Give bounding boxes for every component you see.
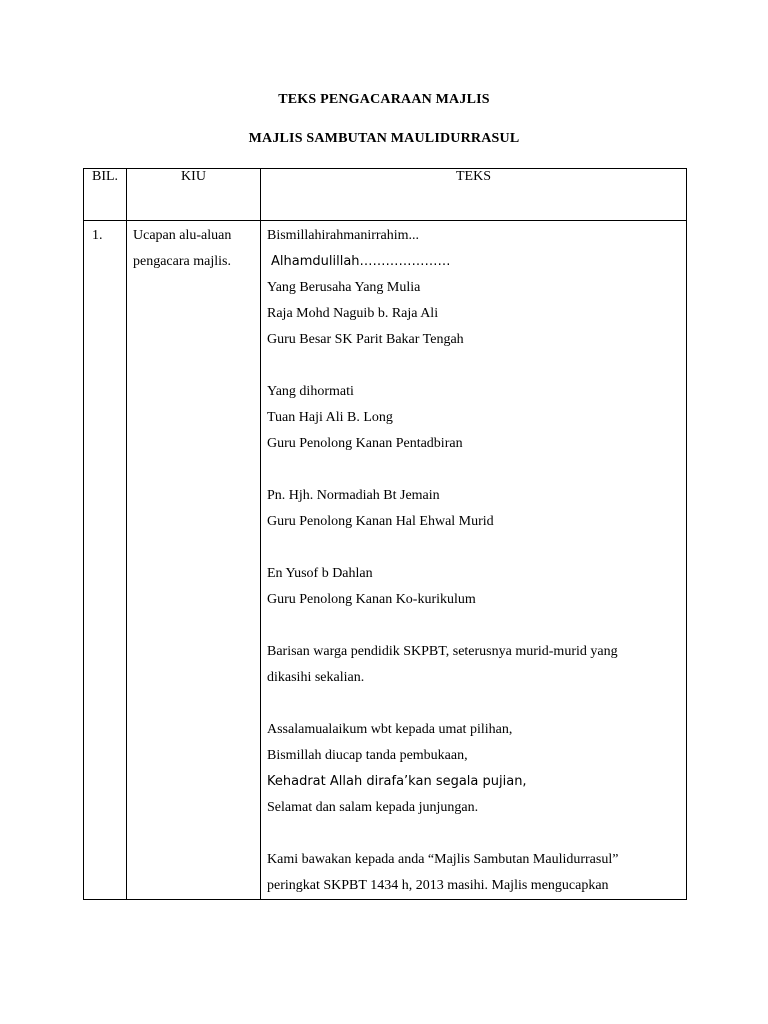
teks-line: Guru Penolong Kanan Ko-kurikulum: [267, 592, 476, 607]
row-number: 1.: [92, 228, 103, 243]
teks-line: Kehadrat Allah dirafa’kan segala pujian,: [267, 774, 527, 789]
teks-line: peringkat SKPBT 1434 h, 2013 masihi. Majlis mengucapkan: [267, 878, 609, 893]
teks-line: Kami bawakan kepada anda “Majlis Sambutan Maulidurrasul”: [267, 852, 619, 867]
teks-line: Guru Penolong Kanan Pentadbiran: [267, 436, 463, 451]
cell-bil: [84, 221, 127, 900]
kiu-line: Ucapan alu-aluan: [133, 228, 232, 243]
script-table: [83, 168, 687, 900]
teks-line: Bismillahirahmanirrahim...: [267, 228, 420, 243]
cell-teks: [261, 221, 687, 900]
teks-line: Pn. Hjh. Normadiah Bt Jemain: [267, 488, 440, 503]
teks-line: Guru Besar SK Parit Bakar Tengah: [267, 332, 464, 347]
cell-kiu: [127, 221, 261, 900]
teks-line: Barisan warga pendidik SKPBT, seterusnya murid-murid yang: [267, 644, 618, 659]
document-subtitle: MAJLIS SAMBUTAN MAULIDURRASUL: [248, 131, 520, 146]
teks-line: Yang dihormati: [267, 384, 354, 399]
teks-line: Assalamualaikum wbt kepada umat pilihan,: [267, 722, 513, 737]
header-kiu: KIU: [127, 169, 261, 221]
teks-line: Bismillah diucap tanda pembukaan,: [267, 748, 468, 763]
document-title: TEKS PENGACARAAN MAJLIS: [278, 92, 490, 107]
teks-line: Raja Mohd Naguib b. Raja Ali: [267, 306, 439, 321]
teks-line: Tuan Haji Ali B. Long: [267, 410, 393, 425]
header-bil: BIL.: [84, 169, 127, 221]
teks-line: Guru Penolong Kanan Hal Ehwal Murid: [267, 514, 494, 529]
kiu-line: pengacara majlis.: [133, 254, 231, 269]
teks-line: Alhamdulillah…………………: [271, 254, 451, 269]
teks-line: En Yusof b Dahlan: [267, 566, 373, 581]
teks-line: Selamat dan salam kepada junjungan.: [267, 800, 479, 815]
table-row: [84, 221, 687, 900]
table-header-row: [84, 169, 687, 221]
header-teks: TEKS: [261, 169, 687, 221]
teks-line: Yang Berusaha Yang Mulia: [267, 280, 421, 295]
teks-line: dikasihi sekalian.: [267, 670, 365, 685]
